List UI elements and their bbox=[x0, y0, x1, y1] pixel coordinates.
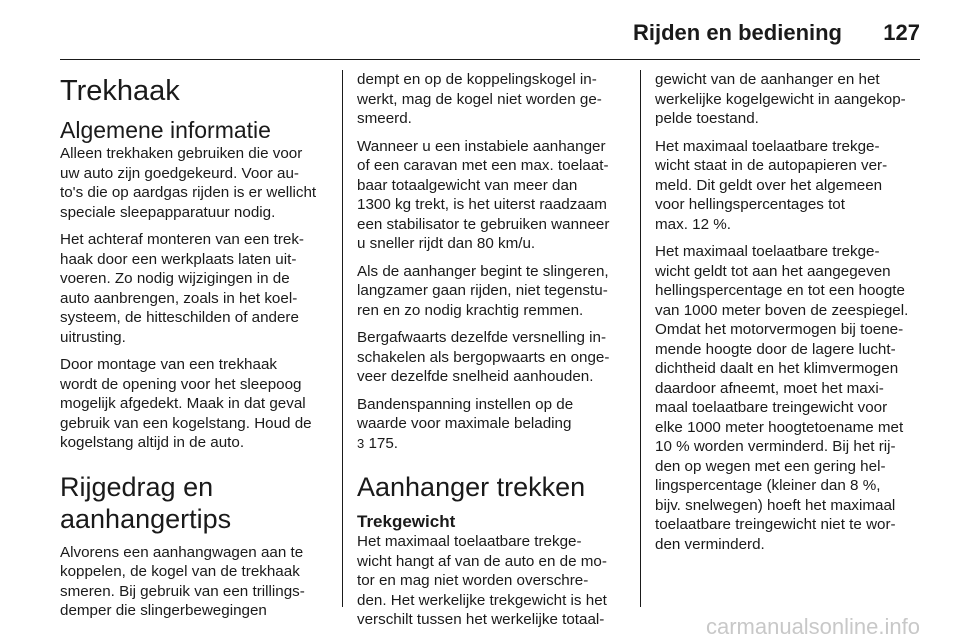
heading-trekhaak: Trekhaak bbox=[60, 75, 180, 107]
subheading-algemene-informatie: Algemene informatie bbox=[60, 117, 271, 143]
header-divider bbox=[60, 59, 920, 60]
paragraph: Bandenspanning instellen op de waarde voor maximale belading bbox=[357, 395, 574, 432]
watermark: carmanualsonline.info bbox=[705, 614, 920, 639]
paragraph: Wanneer u een instabiele aanhanger of een caravan met een max. toelaat- baar totaalgewicht van meer dan 1300 kg trekt, is het uiterst raadzaam een stabilisator te gebruiken wanneer u sneller rijdt dan 80 km/u. bbox=[357, 137, 610, 252]
paragraph: Bergafwaarts dezelfde versnelling in- schakelen als bergopwaarts en onge- veer dezelfde snelheid aanhouden. bbox=[357, 329, 610, 385]
paragraph: gewicht van de aanhanger en het werkelijke kogelgewicht in aangekop- pelde toestand. bbox=[655, 71, 906, 127]
page-header bbox=[0, 0, 960, 60]
column-divider-2 bbox=[640, 70, 641, 607]
heading-aanhanger-trekken: Aanhanger trekken bbox=[357, 472, 586, 502]
subheading-trekgewicht: Trekgewicht bbox=[357, 512, 456, 531]
section-title: Rijden en bediening bbox=[632, 20, 842, 45]
paragraph: Als de aanhanger begint te slingeren, langzamer gaan rijden, niet tegenstu- ren en zo nodig krachtig remmen. bbox=[357, 262, 609, 319]
paragraph: Het maximaal toelaatbare trekge- wicht staat in de autopapieren ver- meld. Dit geldt over het algemeen voor hellingspercentages tot max. 12 %. bbox=[655, 137, 888, 233]
column-2 bbox=[357, 70, 627, 638]
paragraph: Alleen trekhaken gebruiken die voor uw auto zijn goedgekeurd. Voor au- to's die op aardgas rijden is er wellicht speciale sleepapparatuur nodig. bbox=[60, 145, 317, 221]
reference-arrow-icon: 3 bbox=[357, 435, 365, 451]
paragraph: Het achteraf monteren van een trek- haak door een werkplaats laten uit- voeren. Zo nodig wijzigingen in de auto aanbrengen, zoals in het koel- systeem, de hitteschilden of andere uitrusting. bbox=[60, 231, 304, 346]
column-divider-1 bbox=[342, 70, 343, 607]
page-number: 127 bbox=[883, 20, 920, 45]
paragraph: dempt en op de koppelingskogel in- werkt, mag de kogel niet worden ge- smeerd. bbox=[357, 71, 602, 127]
column-3 bbox=[655, 70, 925, 562]
heading-rijgedrag: Rijgedrag en aanhangertips bbox=[60, 471, 232, 534]
column-1 bbox=[60, 70, 332, 629]
reference-page: 175. bbox=[364, 434, 399, 452]
paragraph: Alvorens een aanhangwagen aan te koppelen, de kogel van de trekhaak smeren. Bij gebruik van een trillings- demper die slingerbewegingen bbox=[60, 543, 305, 619]
paragraph: Het maximaal toelaatbare trekge- wicht geldt tot aan het aangegeven hellingspercentage en tot een hoogte van 1000 meter boven de zeespiegel. Omdat het motorvermogen bij toene- mende hoogte door de lagere lucht- dichtheid daalt en het klimvermogen daardoor afneemt, moet het maxi- maal toelaatbare treingewicht voor elke 1000 meter hoogtetoename met 10 % worden verminderd. Bij het rij- den op wegen met een gering hel- lingspercentage (kleiner dan 8 %, bijv. snelwegen) hoeft het maximaal toelaatbare treingewicht niet te wor- den verminderd. bbox=[655, 243, 909, 553]
paragraph: Door montage van een trekhaak wordt de opening voor het sleepoog mogelijk afgedekt. Maak in dat geval gebruik van een kogelstang. Houd de kogelstang altijd in de auto. bbox=[60, 356, 312, 451]
page-reference[interactable] bbox=[357, 434, 627, 454]
paragraph: Het maximaal toelaatbare trekge- wicht hangt af van de auto en de mo- tor en mag niet worden overschre- den. Het werkelijke trekgewicht is het verschilt tussen het werkelijke totaal- bbox=[357, 533, 607, 628]
